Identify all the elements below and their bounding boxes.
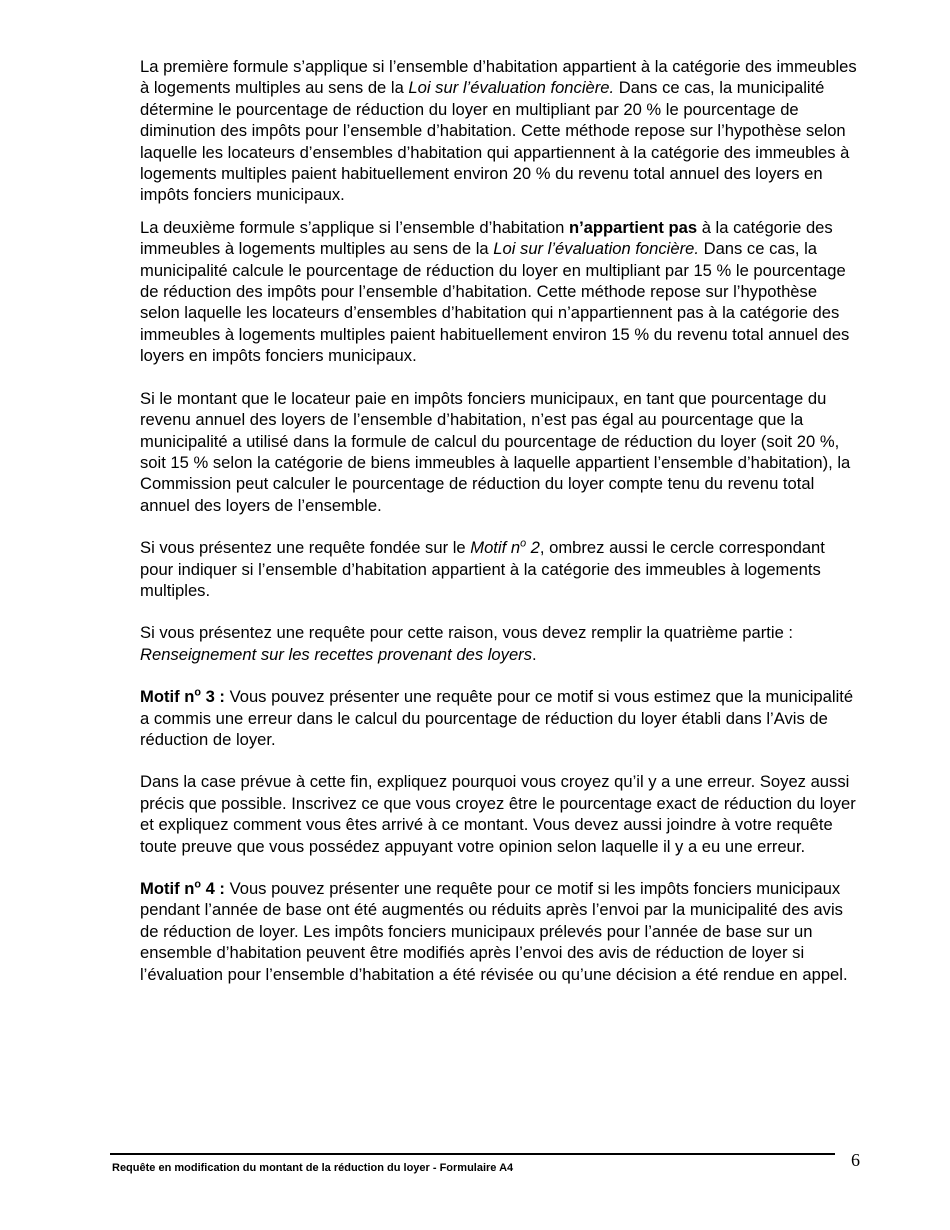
emphasis-bold: n’appartient pas <box>568 217 698 237</box>
paragraph-second-formula: La deuxième formule s’applique si l’ensemble d’habitation n’appartient pas à la catégorie des immeubles à logements multiples au sens de la Loi sur l’évaluation foncière. Dans ce cas, la municipalité calcule le pourcentage de réduction du loyer en multipliant par 15 % le pourcentage de réduction des impôts pour l’ensemble d’habitation. Cette méthode repose sur l’hypothèse selon laquelle les locateurs d’ensembles d’habitation qui n’appartiennent pas à la catégorie des immeubles à logements multiples paient habituellement environ 15 % du revenu total annuel des loyers en impôts fonciers municipaux. <box>140 217 850 366</box>
paragraph-explain-error: Dans la case prévue à cette fin, expliquez pourquoi vous croyez qu’il y a une erreur. Soyez aussi précis que possible. Inscrivez ce que vous croyez être le pourcentage exact de réduction du loyer et expliquez comment vous êtes arrivé à ce montant. Vous devez aussi joindre à votre requête toute preuve que vous possédez appuyant votre opinion selon laquelle il y a eu une erreur. <box>140 772 856 856</box>
law-title-italic: Loi sur l’évaluation foncière. <box>493 239 699 259</box>
paragraph-first-formula: La première formule s’applique si l’ensemble d’habitation appartient à la catégorie des immeubles à logements multiples au sens de la Loi sur l’évaluation foncière. Dans ce cas, la municipalité détermine le pourcentage de réduction du loyer en multipliant par 20 % le pourcentage de diminution des impôts pour l’ensemble d’habitation. Cette méthode repose sur l’hypothèse selon laquelle les locateurs d’ensembles d’habitation qui appartiennent à la catégorie des immeubles à logements multiples paient habituellement environ 20 % du revenu total annuel des loyers en impôts fonciers municipaux. <box>140 57 857 205</box>
paragraph-motif-4: Motif $n^o$ 4 : Vous pouvez présenter une requête pour ce motif si les impôts fonciers municipaux pendant l’année de base ont été augmentés ou réduits après l’envoi par la municipalité des avis de réduction de loyer. Les impôts fonciers municipaux prélevés pour l’année de base sur un ensemble d’habitation peuvent être modifiés après l’envoi des avis de réduction de loyer si l’évaluation pour l’ensemble d’habitation a été révisée ou qu’une décision a été rendue en appel. <box>140 878 848 984</box>
footer-form-title: Requête en modification du montant de la réduction du loyer - Formulaire A4 <box>112 1162 514 1174</box>
footer-divider <box>110 1153 835 1155</box>
paragraph-motif-3: Motif $n^o$ 3 : Vous pouvez présenter une requête pour ce motif si vous estimez que la municipalité a commis une erreur dans le calcul du pourcentage de réduction du loyer établi dans l’Avis de réduction de loyer. <box>140 686 854 749</box>
page-number: 6 <box>851 1150 860 1170</box>
motif-4-heading: Motif $n^o$ 4 : <box>140 878 225 898</box>
paragraph-motif-2-circle: Si vous présentez une requête fondée sur le Motif $n^o$ 2, ombrez aussi le cercle correspondant pour indiquer si l’ensemble d’habitation appartient à la catégorie des immeubles à logements multiples. <box>140 537 825 600</box>
paragraph-commission-calculation: Si le montant que le locateur paie en impôts fonciers municipaux, en tant que pourcentage du revenu annuel des loyers de l’ensemble d’habitation, n’est pas égal au pourcentage que la municipalité a utilisé dans la formule de calcul du pourcentage de réduction du loyer (soit 20 %, soit 15 % selon la catégorie de biens immeubles à laquelle appartient l’ensemble d’habitation), la Commission peut calculer le pourcentage de réduction du loyer compte tenu du revenu total annuel des loyers de l’ensemble. <box>140 388 851 515</box>
paragraph-fourth-part: Si vous présentez une requête pour cette raison, vous devez remplir la quatrième partie : Renseignement sur les recettes provenant des loyers. <box>140 623 794 664</box>
law-title-italic: Loi sur l’évaluation foncière. <box>408 78 615 98</box>
motif-reference-italic: Motif $n^o$ 2 <box>470 537 540 558</box>
section-title-italic: Renseignement sur les recettes provenant des loyers <box>140 644 533 664</box>
document-body <box>140 56 858 1006</box>
motif-3-heading: Motif $n^o$ 3 : <box>140 686 225 707</box>
